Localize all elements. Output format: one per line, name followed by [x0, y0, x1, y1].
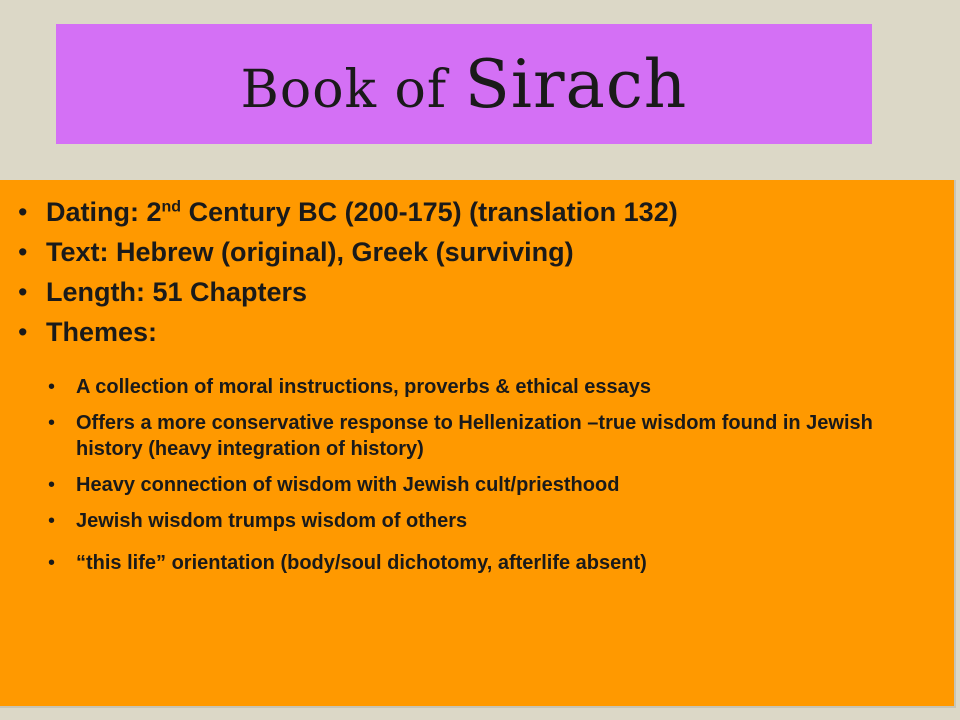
theme-item: • Offers a more conservative response to Hellenization –true wisdom found in Jewish history (heavy integration of history): [46, 410, 934, 462]
bullet-text: • Text: Hebrew (original), Greek (surviving): [18, 232, 944, 272]
main-bullet-list: [18, 192, 944, 352]
dating-text-start: Dating: 2: [46, 197, 162, 227]
dating-ordinal-suffix: nd: [161, 198, 182, 216]
title-banner: [56, 24, 872, 144]
theme-item: • A collection of moral instructions, proverbs & ethical essays: [46, 374, 934, 400]
theme-item: • “this life” orientation (body/soul dichotomy, afterlife absent): [46, 550, 934, 576]
title-part-book-of: Book of: [240, 59, 465, 120]
bullet-length: • Length: 51 Chapters: [18, 272, 944, 312]
content-panel: [0, 180, 956, 708]
slide-title: [241, 46, 688, 123]
theme-item: • Heavy connection of wisdom with Jewish cult/priesthood: [46, 472, 934, 498]
themes-list: [46, 374, 934, 586]
themes-heading: Themes:: [46, 317, 158, 347]
dating-text-end: Century BC (200-175) (translation 132): [181, 197, 678, 227]
title-part-sirach: Sirach: [464, 45, 688, 123]
bullet-themes: [18, 312, 944, 352]
theme-item: • Jewish wisdom trumps wisdom of others: [46, 508, 934, 534]
bullet-dating: [18, 192, 944, 232]
